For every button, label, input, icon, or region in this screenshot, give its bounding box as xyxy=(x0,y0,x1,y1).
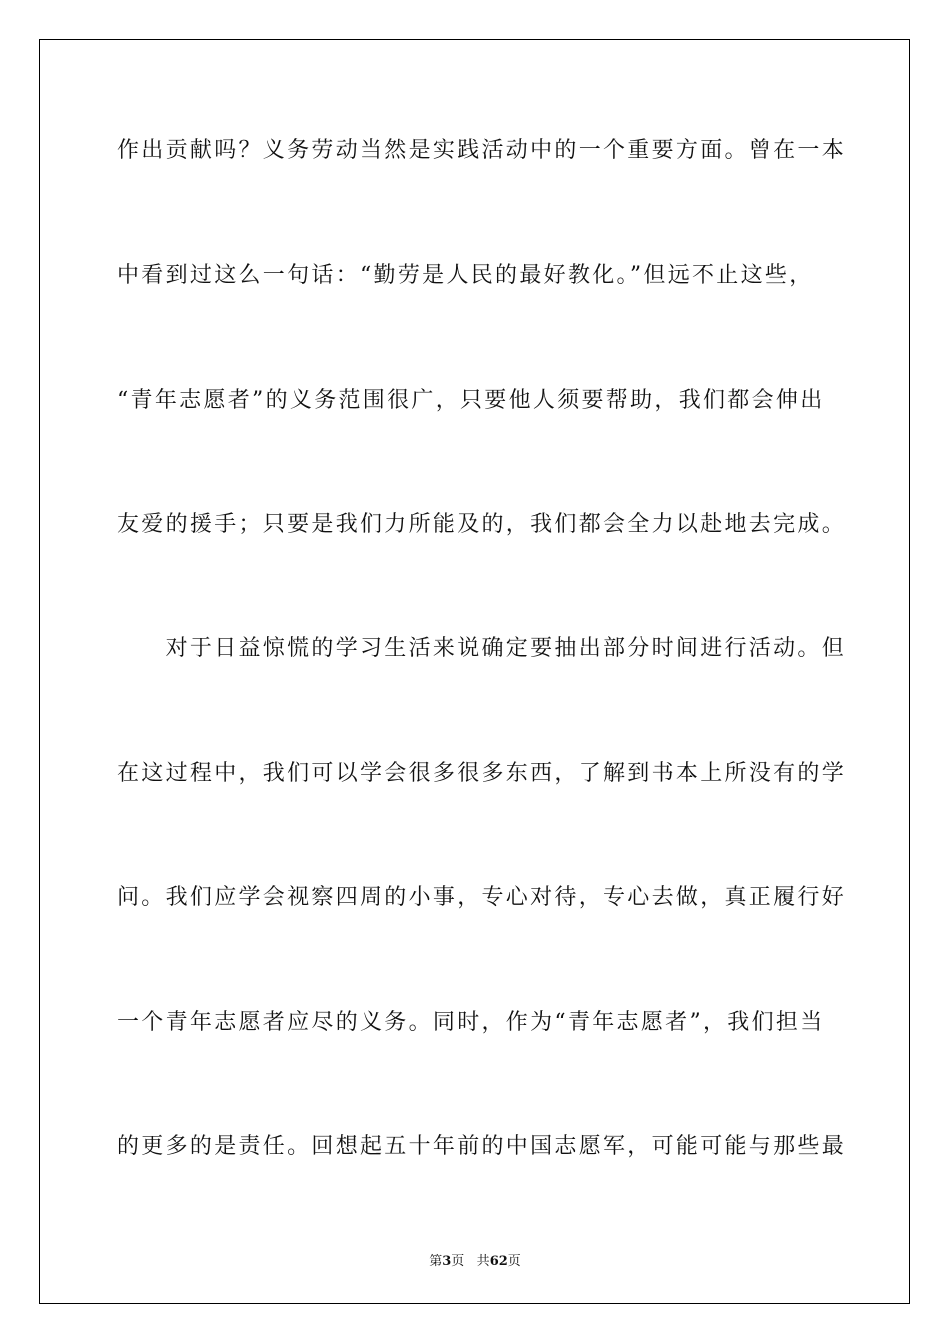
text-line-1: 作出贡献吗？义务劳动当然是实践活动中的一个重要方面。曾在一本 xyxy=(117,138,847,163)
page-prefix: 第 xyxy=(429,1254,443,1269)
total-suffix: 页 xyxy=(507,1254,521,1269)
page-footer xyxy=(0,1250,950,1269)
text-line-2: 中看到过这么一句话：“勤劳是人民的最好教化。”但远不止这些， xyxy=(117,263,814,288)
text-line-8: 一个青年志愿者应尽的义务。同时，作为“青年志愿者”，我们担当 xyxy=(117,1010,825,1035)
page-suffix: 页 xyxy=(451,1254,465,1269)
text-line-4: 友爱的援手；只要是我们力所能及的，我们都会全力以赴地去完成。 xyxy=(117,512,847,537)
page-border xyxy=(39,39,910,1304)
text-line-9: 的更多的是责任。回想起五十年前的中国志愿军，可能可能与那些最 xyxy=(117,1134,847,1159)
total-prefix: 共 xyxy=(476,1254,490,1269)
total-pages: 62 xyxy=(489,1254,508,1269)
text-line-5: 对于日益惊慌的学习生活来说确定要抽出部分时间进行活动。但 xyxy=(117,636,847,661)
text-line-7: 问。我们应学会视察四周的小事，专心对待，专心去做，真正履行好 xyxy=(117,885,847,910)
text-line-3: “青年志愿者”的义务范围很广，只要他人须要帮助，我们都会伸出 xyxy=(117,388,825,413)
text-line-6: 在这过程中，我们可以学会很多很多东西，了解到书本上所没有的学 xyxy=(117,761,847,786)
page-number: 3 xyxy=(442,1254,452,1269)
